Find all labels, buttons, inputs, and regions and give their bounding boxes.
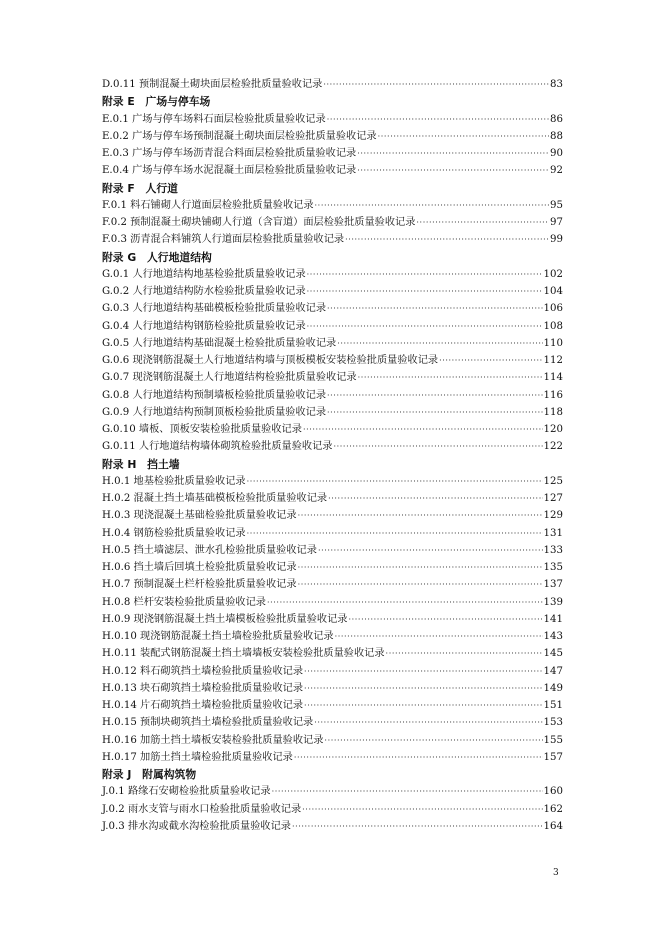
toc-entry[interactable] xyxy=(102,818,563,835)
toc-entry-title: H.0.16 加筋土挡土墙板安装检验批质量验收记录 xyxy=(102,734,324,746)
toc-entry-title: G.0.5 人行地道结构基础混凝土检验批质量验收记录 xyxy=(102,337,337,349)
toc-entry-page: 102 xyxy=(543,268,563,280)
dot-leader xyxy=(335,628,543,645)
toc-entry-title: H.0.12 料石砌筑挡土墙检验批质量验收记录 xyxy=(102,665,304,677)
dot-leader xyxy=(416,214,549,231)
toc-entry-page: 90 xyxy=(550,148,563,159)
dot-leader xyxy=(327,111,549,128)
toc-entry[interactable] xyxy=(102,214,563,231)
toc-entry-title: D.0.11 预制混凝土砌块面层检验批质量验收记录 xyxy=(102,79,323,90)
toc-entry[interactable] xyxy=(102,628,563,645)
dot-leader xyxy=(327,300,543,317)
dot-leader xyxy=(327,404,543,421)
toc-entry[interactable] xyxy=(102,335,563,352)
toc-entry-page: 135 xyxy=(543,562,563,573)
dot-leader xyxy=(323,76,549,93)
toc-entry-page: 99 xyxy=(550,234,563,246)
toc-entry-page: 116 xyxy=(543,389,563,401)
toc-entry-title: E.0.1 广场与停车场料石面层检验批质量验收记录 xyxy=(102,113,326,125)
toc-entry[interactable] xyxy=(102,525,563,542)
dot-leader xyxy=(307,266,543,283)
toc-entry-page: 95 xyxy=(550,199,563,211)
dot-leader xyxy=(318,542,543,559)
appendix-heading: 附录 F 人行道 xyxy=(102,181,178,195)
toc-entry-page: 108 xyxy=(543,320,563,332)
dot-leader xyxy=(298,559,543,576)
toc-entry-page: 160 xyxy=(543,786,563,798)
toc-entry-title: G.0.11 人行地道结构墙体砌筑检验批质量验收记录 xyxy=(102,441,333,453)
table-of-contents xyxy=(102,76,563,835)
dot-leader xyxy=(304,697,543,714)
toc-entry[interactable] xyxy=(102,283,563,300)
dot-leader xyxy=(357,162,549,179)
toc-entry-title: J.0.3 排水沟或截水沟检验批质量验收记录 xyxy=(102,820,291,832)
dot-leader xyxy=(307,283,543,300)
toc-entry-title: E.0.4 广场与停车场水泥混凝土面层检验批质量验收记录 xyxy=(102,165,357,177)
toc-entry-title: J.0.2 雨水支管与雨水口检验批质量验收记录 xyxy=(102,803,302,815)
toc-entry-title: H.0.7 预制混凝土栏杆检验批质量验收记录 xyxy=(102,579,297,591)
toc-entry-title: H.0.13 块石砌筑挡土墙检验批质量验收记录 xyxy=(102,682,304,694)
toc-entry[interactable] xyxy=(102,387,563,404)
toc-entry-page: 139 xyxy=(543,596,563,608)
dot-leader xyxy=(304,680,543,697)
toc-entry-title: H.0.17 加筋土挡土墙检验批质量验收记录 xyxy=(102,751,293,763)
toc-entry-title: H.0.9 现浇钢筋混凝土挡土墙模板检验批质量验收记录 xyxy=(102,613,348,625)
toc-entry[interactable] xyxy=(102,576,563,593)
dot-leader xyxy=(358,369,543,386)
toc-entry-page: 112 xyxy=(543,355,563,366)
toc-entry-title: G.0.2 人行地道结构防水检验批质量验收记录 xyxy=(102,286,306,297)
toc-entry-title: H.0.6 挡土墙后回填土检验批质量验收记录 xyxy=(102,562,297,573)
toc-entry-page: 114 xyxy=(543,372,563,384)
dot-leader xyxy=(314,714,542,731)
appendix-heading: 附录 J 附属构筑物 xyxy=(102,768,197,781)
toc-entry[interactable] xyxy=(102,318,563,335)
toc-entry-page: 125 xyxy=(543,475,563,487)
toc-entry[interactable] xyxy=(102,645,563,662)
toc-entry[interactable] xyxy=(102,76,563,93)
toc-entry-page: 120 xyxy=(543,424,563,435)
toc-entry-title: F.0.3 沥青混合料铺筑人行道面层检验批质量验收记录 xyxy=(102,234,345,246)
dot-leader xyxy=(298,576,543,593)
toc-entry-title: F.0.1 料石铺砌人行道面层检验批质量验收记录 xyxy=(102,199,314,211)
appendix-heading: 附录 E 广场与停车场 xyxy=(102,95,211,109)
toc-entry-page: 153 xyxy=(543,717,563,729)
dot-leader xyxy=(267,594,543,611)
toc-entry-page: 162 xyxy=(543,803,563,815)
toc-entry[interactable] xyxy=(102,801,563,818)
toc-entry[interactable] xyxy=(102,783,563,800)
toc-entry-title: H.0.10 现浇钢筋混凝土挡土墙检验批质量验收记录 xyxy=(102,631,334,642)
dot-leader xyxy=(324,732,542,749)
dot-leader xyxy=(303,421,543,438)
toc-entry-page: 88 xyxy=(550,130,563,142)
dot-leader xyxy=(334,438,543,455)
toc-entry-title: G.0.4 人行地道结构钢筋检验批质量验收记录 xyxy=(102,320,306,332)
toc-entry[interactable] xyxy=(102,559,563,576)
dot-leader xyxy=(327,387,543,404)
dot-leader xyxy=(307,318,543,335)
toc-entry[interactable] xyxy=(102,542,563,559)
toc-entry[interactable] xyxy=(102,421,563,438)
toc-entry-page: 131 xyxy=(543,527,563,539)
dot-leader xyxy=(272,783,543,800)
toc-entry[interactable] xyxy=(102,300,563,317)
dot-leader xyxy=(292,818,543,835)
dot-leader xyxy=(439,352,542,369)
appendix-heading: 附录 G 人行地道结构 xyxy=(102,250,212,264)
toc-entry-title: H.0.5 挡土墙滤层、泄水孔检验批质量验收记录 xyxy=(102,544,317,556)
toc-entry-page: 97 xyxy=(550,217,563,228)
toc-entry[interactable] xyxy=(102,714,563,731)
toc-entry[interactable] xyxy=(102,404,563,421)
toc-entry-page: 104 xyxy=(543,286,563,297)
toc-entry-page: 127 xyxy=(543,493,563,504)
toc-entry-page: 141 xyxy=(543,613,563,625)
toc-entry-page: 86 xyxy=(550,113,563,125)
toc-entry-title: F.0.2 预制混凝土砌块铺砌人行道（含盲道）面层检验批质量验收记录 xyxy=(102,217,416,228)
toc-entry-title: H.0.1 地基检验批质量验收记录 xyxy=(102,475,246,487)
appendix-heading: 附录 H 挡土墙 xyxy=(102,457,180,471)
toc-entry-title: E.0.2 广场与停车场预制混凝土砌块面层检验批质量验收记录 xyxy=(102,130,377,142)
toc-entry-page: 133 xyxy=(543,544,563,556)
toc-entry-page: 118 xyxy=(543,406,563,418)
toc-entry-page: 155 xyxy=(543,734,563,746)
toc-entry-title: H.0.15 预制块砌筑挡土墙检验批质量验收记录 xyxy=(102,717,314,729)
toc-entry[interactable] xyxy=(102,111,563,128)
toc-entry-title: G.0.7 现浇钢筋混凝土人行地道结构检验批质量验收记录 xyxy=(102,372,357,384)
toc-entry-page: 122 xyxy=(543,441,563,453)
dot-leader xyxy=(247,525,543,542)
toc-entry-page: 106 xyxy=(543,303,563,315)
toc-entry[interactable] xyxy=(102,611,563,628)
toc-entry-title: H.0.14 片石砌筑挡土墙检验批质量验收记录 xyxy=(102,700,304,711)
toc-entry-title: G.0.8 人行地道结构预制墙板检验批质量验收记录 xyxy=(102,389,327,401)
toc-entry-page: 83 xyxy=(550,79,563,90)
toc-entry[interactable] xyxy=(102,352,563,369)
toc-entry-title: G.0.10 墙板、顶板安装检验批质量验收记录 xyxy=(102,424,302,435)
toc-entry[interactable] xyxy=(102,594,563,611)
toc-entry[interactable] xyxy=(102,732,563,749)
toc-entry-title: H.0.3 现浇混凝土基础检验批质量验收记录 xyxy=(102,510,297,522)
toc-entry-title: H.0.11 装配式钢筋混凝土挡土墙墙板安装检验批质量验收记录 xyxy=(102,648,385,660)
toc-entry-page: 137 xyxy=(543,579,563,591)
dot-leader xyxy=(378,128,549,145)
dot-leader xyxy=(386,645,543,662)
dot-leader xyxy=(357,145,549,162)
toc-entry-page: 157 xyxy=(543,751,563,763)
dot-leader xyxy=(337,335,542,352)
toc-entry[interactable] xyxy=(102,749,563,766)
toc-entry[interactable] xyxy=(102,680,563,697)
toc-entry-title: G.0.6 现浇钢筋混凝土人行地道结构墙与顶板模板安装检验批质量验收记录 xyxy=(102,355,439,366)
toc-entry-page: 147 xyxy=(543,665,563,677)
toc-entry-title: H.0.2 混凝土挡土墙基础模板检验批质量验收记录 xyxy=(102,493,328,504)
toc-entry[interactable] xyxy=(102,231,563,248)
dot-leader xyxy=(328,490,542,507)
dot-leader xyxy=(304,663,543,680)
dot-leader xyxy=(302,801,542,818)
toc-entry-page: 129 xyxy=(543,510,563,522)
toc-entry-title: G.0.9 人行地道结构预制顶板检验批质量验收记录 xyxy=(102,406,327,418)
toc-entry[interactable] xyxy=(102,369,563,386)
toc-entry-title: J.0.1 路缘石安砌检验批质量验收记录 xyxy=(102,786,271,798)
toc-entry[interactable] xyxy=(102,145,563,162)
toc-entry-page: 149 xyxy=(543,682,563,694)
toc-entry[interactable] xyxy=(102,128,563,145)
toc-entry[interactable] xyxy=(102,162,563,179)
dot-leader xyxy=(315,197,550,214)
dot-leader xyxy=(294,749,543,766)
toc-entry-page: 110 xyxy=(543,337,563,349)
toc-entry[interactable] xyxy=(102,663,563,680)
toc-entry-page: 145 xyxy=(543,648,563,660)
toc-entry-title: G.0.1 人行地道结构地基检验批质量验收记录 xyxy=(102,268,306,280)
toc-entry-page: 92 xyxy=(550,165,563,177)
dot-leader xyxy=(345,231,549,248)
toc-entry[interactable] xyxy=(102,697,563,714)
toc-entry[interactable] xyxy=(102,507,563,524)
toc-entry[interactable] xyxy=(102,197,563,214)
toc-entry[interactable] xyxy=(102,266,563,283)
toc-entry-title: H.0.8 栏杆安装检验批质量验收记录 xyxy=(102,596,266,608)
page-number: 3 xyxy=(553,868,559,878)
toc-entry-page: 143 xyxy=(543,631,563,642)
toc-entry[interactable] xyxy=(102,473,563,490)
toc-entry-title: H.0.4 钢筋检验批质量验收记录 xyxy=(102,527,246,539)
toc-entry[interactable] xyxy=(102,490,563,507)
toc-entry-title: G.0.3 人行地道结构基础模板检验批质量验收记录 xyxy=(102,303,327,315)
dot-leader xyxy=(349,611,543,628)
dot-leader xyxy=(247,473,543,490)
toc-entry[interactable] xyxy=(102,438,563,455)
toc-entry-page: 151 xyxy=(543,700,563,711)
toc-entry-title: E.0.3 广场与停车场沥青混合料面层检验批质量验收记录 xyxy=(102,148,357,159)
dot-leader xyxy=(298,507,543,524)
toc-entry-page: 164 xyxy=(543,820,563,832)
